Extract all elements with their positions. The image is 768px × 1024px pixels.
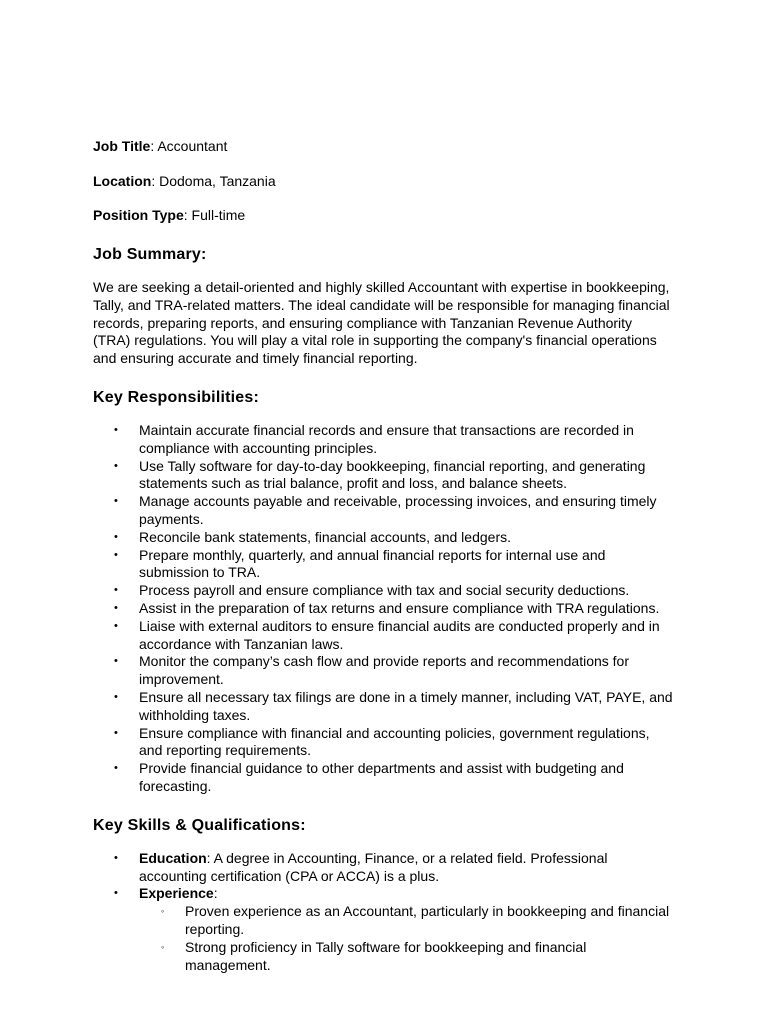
list-item bbox=[114, 653, 673, 689]
bullet-icon: • bbox=[114, 548, 118, 561]
location-field bbox=[93, 171, 673, 191]
sub-list-item-text: Strong proficiency in Tally software for bookkeeping and financial management. bbox=[185, 938, 587, 973]
position-type-value: : Full-time bbox=[183, 207, 246, 223]
list-item bbox=[114, 421, 673, 458]
experience-colon: : bbox=[213, 885, 218, 902]
bullet-icon: • bbox=[114, 690, 118, 703]
bullet-icon: • bbox=[114, 584, 118, 597]
list-item bbox=[114, 546, 673, 583]
bullet-icon: • bbox=[114, 459, 118, 472]
job-title-field bbox=[93, 136, 673, 156]
list-item-text: Prepare monthly, quarterly, and annual financial reports for internal use and submission to TRA. bbox=[139, 546, 606, 581]
list-item bbox=[114, 528, 673, 547]
job-summary-heading: Job Summary: bbox=[93, 246, 207, 263]
education-label: Education bbox=[139, 849, 207, 866]
bullet-icon: • bbox=[114, 601, 118, 614]
position-type-label: Position Type bbox=[93, 207, 184, 223]
bullet-icon: • bbox=[114, 495, 118, 508]
bullet-icon: • bbox=[114, 762, 118, 775]
sub-list-item bbox=[161, 903, 673, 939]
list-item-text: Manage accounts payable and receivable, processing invoices, and ensuring timely payments. bbox=[139, 493, 657, 527]
bullet-icon: • bbox=[114, 726, 118, 739]
job-summary-text: We are seeking a detail-oriented and highly skilled Accountant with expertise in bookkeeping, Tally, and TRA-related matters. The ideal candidate will be responsible for managing financial records, preparing reports, and ensuring compliance with Tanzanian Revenue Authority (TRA) regulations. You will play a vital role in supporting the company's financial operations and ensuring accurate and timely financial reporting. bbox=[93, 279, 670, 367]
list-item bbox=[114, 617, 673, 654]
list-item-text: Use Tally software for day-to-day bookkeeping, financial reporting, and generating statements such as trial balance, profit and loss, and balance sheets. bbox=[139, 457, 646, 492]
list-item bbox=[114, 493, 673, 529]
location-value: : Dodoma, Tanzania bbox=[151, 172, 276, 189]
list-item bbox=[114, 457, 673, 494]
list-item-text: Process payroll and ensure compliance with tax and social security deductions. bbox=[139, 582, 630, 599]
list-item bbox=[114, 724, 673, 761]
sub-list-item-text: Proven experience as an Accountant, particularly in bookkeeping and financial reporting. bbox=[185, 903, 670, 937]
list-item-text: Ensure all necessary tax filings are done in a timely manner, including VAT, PAYE, and withholding taxes. bbox=[139, 688, 673, 723]
list-item-text: Monitor the company’s cash flow and provide reports and recommendations for improvement. bbox=[139, 653, 629, 688]
bullet-icon: • bbox=[114, 655, 118, 668]
bullet-icon: • bbox=[114, 619, 118, 632]
position-type-field bbox=[93, 205, 673, 225]
job-title-value: : Accountant bbox=[150, 138, 228, 154]
bullet-icon: • bbox=[114, 887, 118, 900]
bullet-icon: • bbox=[114, 530, 118, 543]
list-item-text: Liaise with external auditors to ensure financial audits are conducted properly and in accordance with Tanzanian laws. bbox=[139, 617, 660, 652]
education-text: : A degree in Accounting, Finance, or a related field. Professional accounting certification (CPA or ACCA) is a plus. bbox=[139, 849, 608, 884]
list-item-text: Assist in the preparation of tax returns and ensure compliance with TRA regulations. bbox=[139, 599, 660, 616]
list-item-text: Provide financial guidance to other departments and assist with budgeting and forecasting. bbox=[139, 760, 624, 794]
document-content bbox=[93, 136, 673, 994]
key-responsibilities-heading: Key Responsibilities: bbox=[93, 388, 260, 406]
experience-label: Experience bbox=[139, 885, 214, 902]
list-item-education bbox=[114, 849, 673, 886]
list-item bbox=[114, 582, 673, 600]
list-item-text: Reconcile bank statements, financial accounts, and ledgers. bbox=[139, 528, 511, 545]
skills-list bbox=[93, 850, 673, 975]
list-item-text: Maintain accurate financial records and ensure that transactions are recorded in compliance with accounting principles. bbox=[139, 421, 634, 456]
list-item-experience bbox=[114, 885, 673, 974]
sub-list-item bbox=[161, 938, 673, 975]
bullet-icon: • bbox=[114, 423, 118, 436]
job-title-label: Job Title bbox=[93, 138, 151, 154]
list-item bbox=[114, 688, 673, 725]
list-item-text: Ensure compliance with financial and accounting policies, government regulations, and reporting requirements. bbox=[139, 724, 650, 759]
key-skills-heading: Key Skills & Qualifications: bbox=[93, 816, 306, 834]
circle-bullet-icon: ◦ bbox=[161, 941, 165, 952]
experience-sublist bbox=[139, 903, 673, 974]
responsibilities-list bbox=[93, 422, 673, 796]
bullet-icon: • bbox=[114, 851, 118, 864]
circle-bullet-icon: ◦ bbox=[161, 906, 165, 917]
list-item bbox=[114, 599, 673, 618]
list-item bbox=[114, 760, 673, 796]
location-label: Location bbox=[93, 172, 152, 189]
